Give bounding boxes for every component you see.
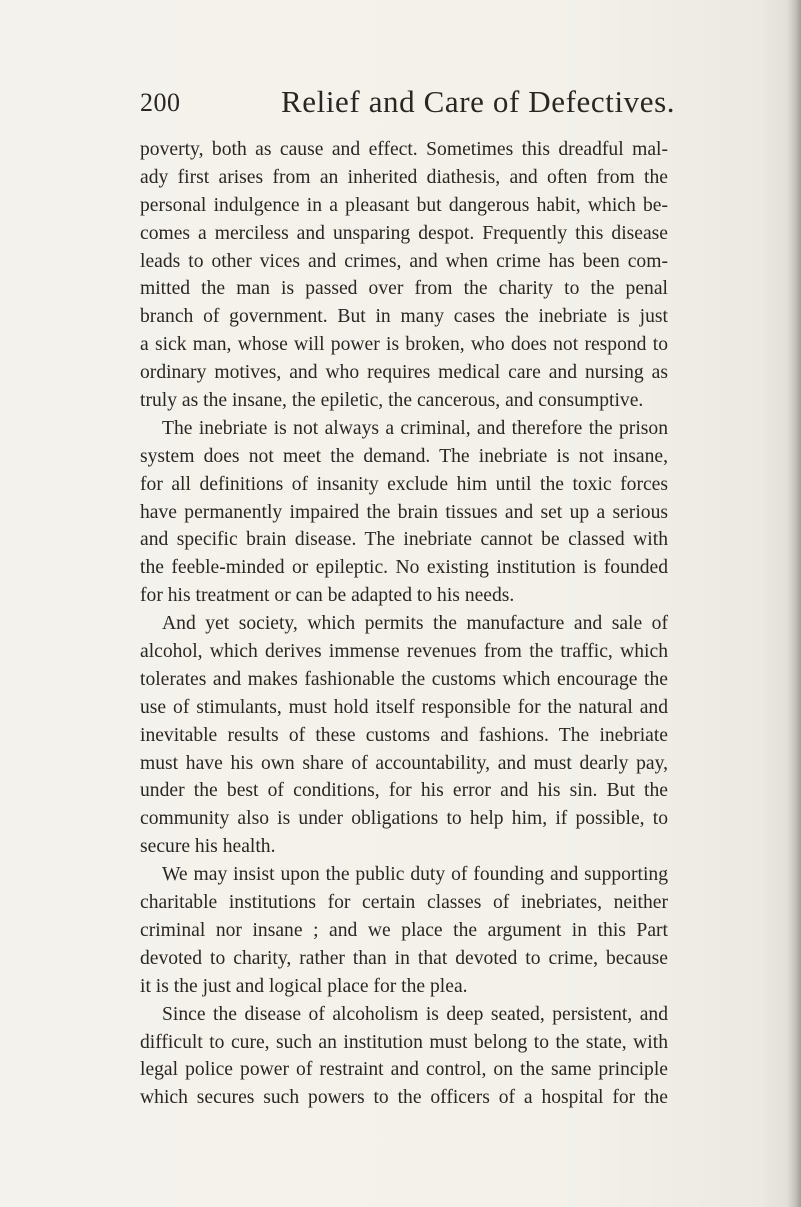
running-title: Relief and Care of Defectives. — [281, 84, 676, 119]
text-line: secure his health. — [140, 836, 276, 858]
text-line: under the best of conditions, for his error and his sin. But the — [140, 780, 668, 802]
text-line: mitted the man is passed over from the charity to the penal — [140, 278, 668, 300]
text-line: system does not meet the demand. The inebriate is not insane, — [140, 445, 668, 467]
text-line: devoted to charity, rather than in that devoted to crime, because — [140, 947, 668, 969]
text-line: legal police power of restraint and control, on the same principle — [140, 1059, 668, 1081]
text-line: The inebriate is not always a criminal, and therefore the prison — [162, 417, 668, 439]
text-line: poverty, both as cause and effect. Sometimes this dreadful mal- — [140, 139, 668, 160]
text-line: tolerates and makes fashionable the customs which encourage the — [140, 668, 668, 690]
body-text — [140, 136, 668, 1112]
text-line: Since the disease of alcoholism is deep seated, persistent, and — [162, 1003, 668, 1025]
text-line: and specific brain disease. The inebriate cannot be classed with — [140, 529, 668, 551]
text-line: inevitable results of these customs and fashions. The inebriate — [140, 724, 668, 746]
text-line: personal indulgence in a pleasant but dangerous habit, which be- — [140, 194, 668, 216]
text-line: criminal nor insane ; and we place the argument in this Part — [140, 919, 668, 941]
text-line: use of stimulants, must hold itself responsible for the natural and — [140, 696, 668, 718]
text-line: for all definitions of insanity exclude him until the toxic forces — [140, 473, 668, 495]
page-number: 200 — [140, 88, 181, 117]
text-line: difficult to cure, such an institution must belong to the state, with — [140, 1031, 668, 1053]
text-line: community also is under obligations to help him, if possible, to — [140, 808, 668, 830]
page-edge-shadow — [787, 0, 801, 1207]
text-line: branch of government. But in many cases the inebriate is just — [140, 306, 668, 328]
text-line: And yet society, which permits the manufacture and sale of — [162, 613, 668, 635]
text-line: which secures such powers to the officers of a hospital for the — [140, 1087, 668, 1109]
running-head — [140, 84, 676, 124]
text-line: We may insist upon the public duty of founding and supporting — [162, 864, 668, 886]
text-line: charitable institutions for certain classes of inebriates, neither — [140, 892, 668, 914]
text-line: truly as the insane, the epiletic, the cancerous, and consumptive. — [140, 390, 644, 412]
text-line: comes a merciless and unsparing despot. Frequently this disease — [140, 222, 668, 244]
text-line: a sick man, whose will power is broken, who does not respond to — [140, 334, 668, 356]
text-line: ordinary motives, and who requires medical care and nursing as — [140, 362, 668, 384]
text-line: for his treatment or can be adapted to his needs. — [140, 585, 515, 607]
text-line: leads to other vices and crimes, and when crime has been com- — [140, 250, 668, 272]
text-line: the feeble-minded or epileptic. No existing institution is founded — [140, 557, 668, 579]
text-line: ady first arises from an inherited diathesis, and often from the — [140, 166, 668, 188]
text-line: alcohol, which derives immense revenues from the traffic, which — [140, 641, 668, 663]
text-line: must have his own share of accountability, and must dearly pay, — [140, 752, 668, 774]
text-line: have permanently impaired the brain tissues and set up a serious — [140, 501, 668, 523]
text-line: it is the just and logical place for the plea. — [140, 975, 468, 997]
